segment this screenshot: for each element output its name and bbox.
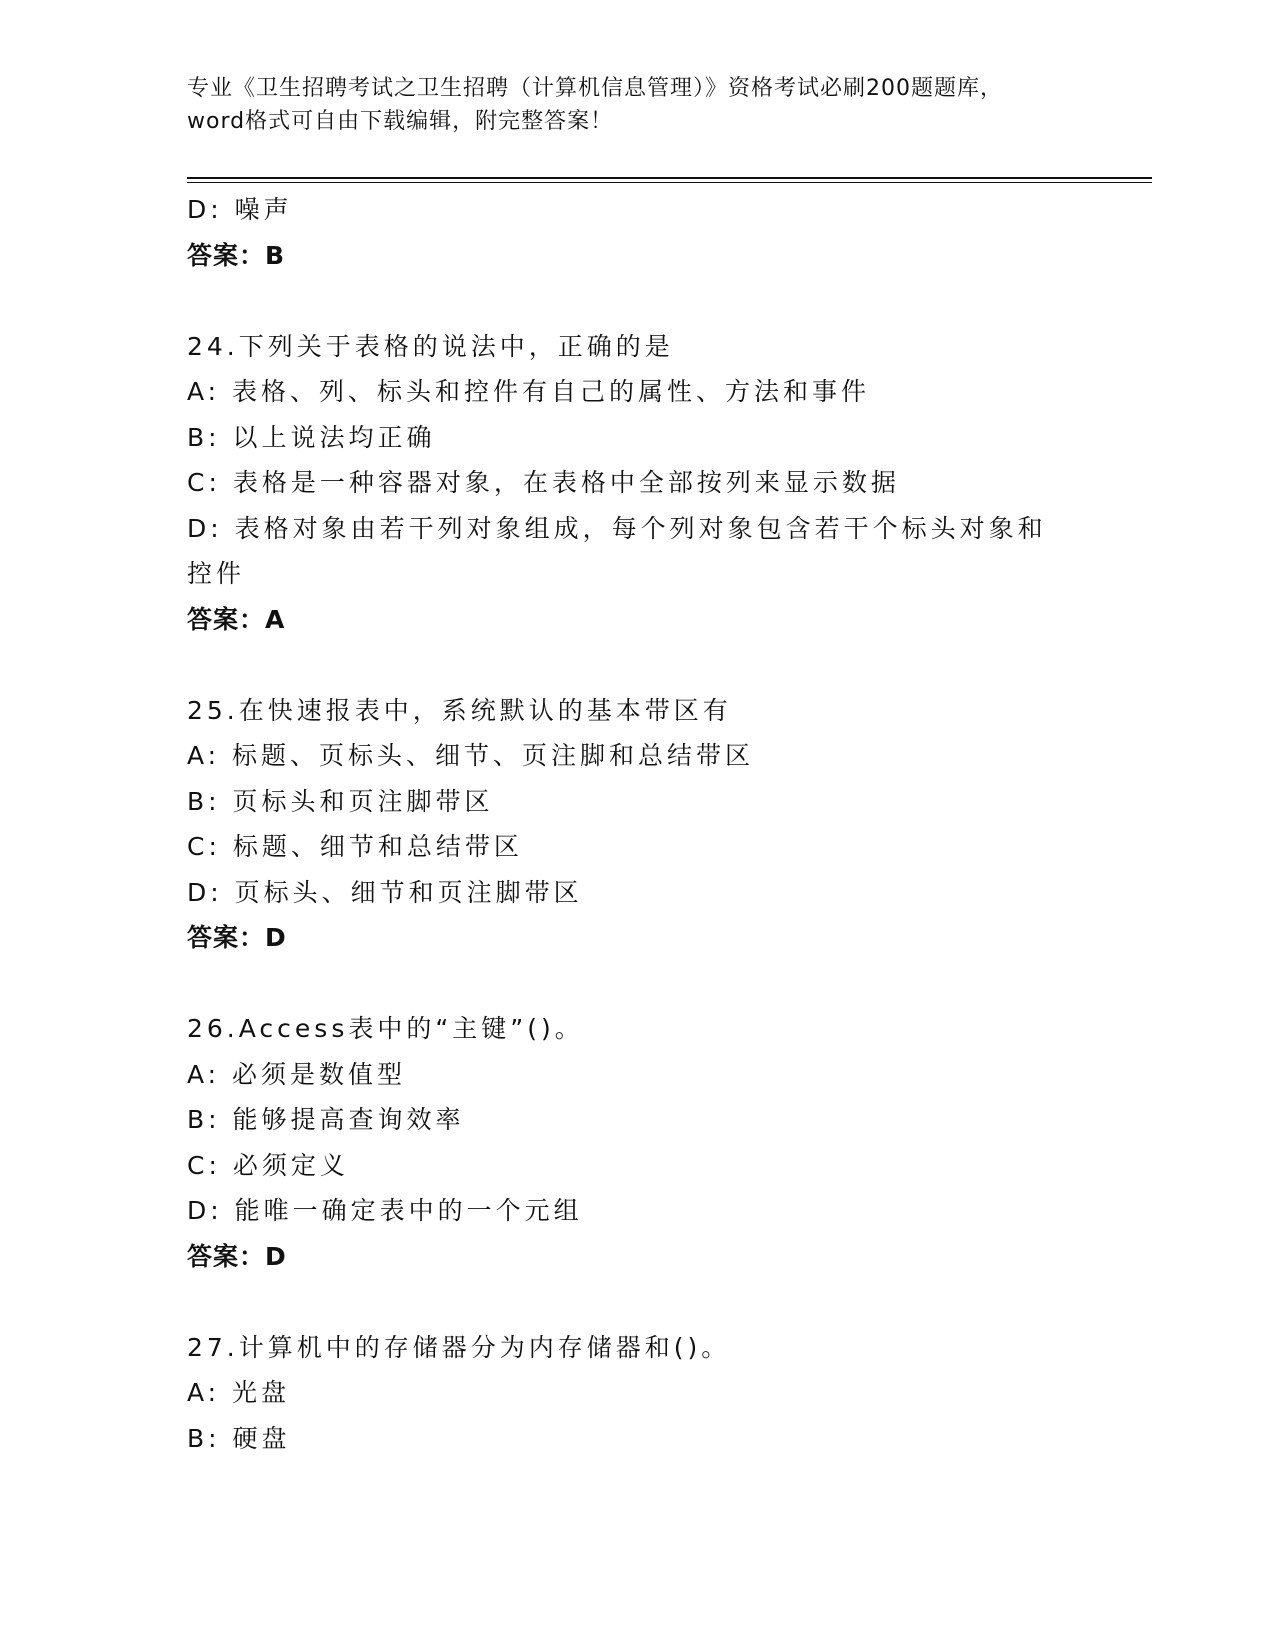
question-stem: 25.在快速报表中，系统默认的基本带区有: [187, 695, 732, 725]
question-stem: 26.Access表中的“主键”()。: [187, 1014, 584, 1043]
option-c: C: 表格是一种容器对象，在表格中全部按列来显示数据: [187, 468, 900, 497]
option-d: D: 能唯一确定表中的一个元组: [187, 1196, 583, 1225]
option-b: B: 能够提高查询效率: [187, 1105, 465, 1134]
option-b: B: 页标头和页注脚带区: [187, 786, 494, 816]
option-a: A: 表格、列、标头和控件有自己的属性、方法和事件: [187, 377, 871, 406]
header-line-2: word格式可自由下载编辑，附完整答案！: [187, 109, 614, 134]
answer: 答案：D: [187, 923, 287, 952]
option-a: A: 必须是数值型: [187, 1059, 407, 1089]
option-a: A: 光盘: [187, 1378, 291, 1407]
question-stem: 27.计算机中的存储器分为内存储器和()。: [187, 1332, 731, 1362]
option-b: B: 以上说法均正确: [187, 422, 436, 452]
question-24: [187, 324, 1087, 643]
option-a: A: 标题、页标头、细节、页注脚和总结带区: [187, 741, 755, 770]
option-c: C: 必须定义: [187, 1150, 349, 1180]
option-d: D: 表格对象由若干列对象组成，每个列对象包含若干个标头对象和控件: [187, 513, 1047, 588]
question-27: [187, 1325, 1087, 1462]
header-rule-thin: [187, 182, 1152, 183]
prev-answer: 答案：B: [187, 240, 286, 270]
question-list: [187, 187, 1087, 1461]
question-26: [187, 1006, 1087, 1279]
option-d: D: 页标头、细节和页注脚带区: [187, 877, 583, 907]
header-rule-thick: [187, 177, 1152, 179]
document-header: [187, 72, 1087, 138]
option-b: B: 硬盘: [187, 1423, 291, 1453]
option-c: C: 标题、细节和总结带区: [187, 832, 523, 861]
question-25: [187, 688, 1087, 961]
answer: 答案：D: [187, 1241, 287, 1271]
prev-option-d: D: 噪声: [187, 195, 293, 224]
header-line-1: 专业《卫生招聘考试之卫生招聘（计算机信息管理）》资格考试必刷200题题库，: [187, 76, 1003, 101]
answer: 答案：A: [187, 604, 286, 634]
question-stem: 24.下列关于表格的说法中，正确的是: [187, 331, 674, 361]
